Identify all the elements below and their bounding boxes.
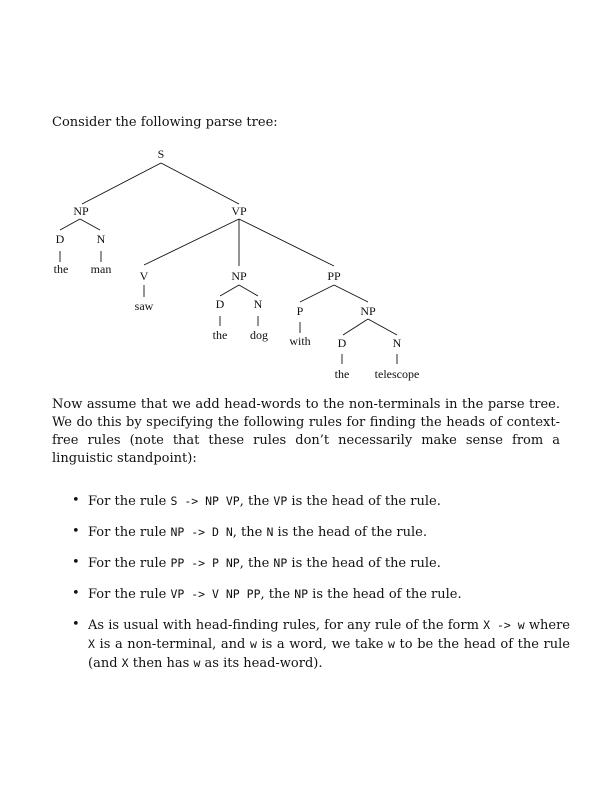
rule-text: to be the head of the rule (and (88, 637, 570, 671)
rule-code: w (193, 656, 201, 670)
tree-node-v: V (139, 269, 149, 283)
bullet: • (72, 586, 80, 601)
head-code: NP (294, 587, 309, 601)
rule-text: where (524, 618, 570, 633)
rule-text: is the head of the rule. (287, 556, 441, 571)
tree-node-s: S (157, 147, 165, 161)
rule-text: is a word, we take (256, 637, 389, 652)
rule-code: X (88, 637, 95, 651)
tree-leaf-the: the (334, 367, 350, 381)
rule-code: VP -> V NP PP (170, 587, 261, 601)
tree-leaf-the: the (212, 328, 228, 342)
tree-leaf-saw: saw (134, 299, 154, 313)
rule-code: X (121, 656, 129, 670)
bullet: • (72, 555, 80, 570)
rule-item (72, 523, 570, 542)
tree-leaf-dog: dog (250, 328, 268, 342)
tree-node-vp: VP (231, 204, 247, 218)
rule-code: NP -> D N (170, 525, 233, 539)
rule-text: , the (239, 494, 274, 509)
rule-text: is the head of the rule. (308, 587, 462, 602)
tree-edge (343, 319, 368, 335)
tree-edge (334, 285, 368, 302)
tree-node-np: NP (360, 304, 376, 318)
tree-node-n: N (96, 232, 106, 246)
rule-text: For the rule (88, 587, 171, 602)
rule-text: As is usual with head-finding rules, for any rule of the form (88, 618, 484, 633)
tree-edge (220, 285, 239, 296)
rule-text: as its head-word). (200, 656, 323, 671)
rule-text: is the head of the rule. (287, 494, 441, 509)
tree-leaf-man: man (90, 262, 112, 276)
rule-item (72, 616, 570, 673)
tree-edge (239, 285, 258, 296)
bullet: • (72, 617, 80, 632)
tree-leaf-telescope: telescope (374, 367, 420, 381)
rule-text: is the head of the rule. (273, 525, 427, 540)
rule-text: then has (128, 656, 194, 671)
rule-item (72, 492, 570, 511)
intro-text: Consider the following parse tree: (52, 115, 278, 130)
bullet: • (72, 493, 80, 508)
head-code: VP (273, 494, 288, 508)
head-code: N (266, 525, 274, 539)
tree-edge (60, 219, 80, 230)
rule-item (72, 554, 570, 573)
parse-tree-figure (0, 0, 612, 392)
tree-node-d: D (215, 297, 225, 311)
rule-text: , the (239, 556, 274, 571)
tree-node-np: NP (231, 269, 247, 283)
tree-edge (161, 163, 239, 204)
rule-text: For the rule (88, 525, 171, 540)
rule-text: , the (232, 525, 267, 540)
tree-leaf-the: the (53, 262, 69, 276)
rule-code: S -> NP VP (170, 494, 240, 508)
tree-leaf-with: with (289, 334, 311, 348)
tree-edge (80, 219, 100, 230)
tree-node-d: D (337, 336, 347, 350)
tree-edge (368, 319, 397, 335)
tree-edge (300, 285, 334, 302)
tree-node-np: NP (73, 204, 89, 218)
rule-code: X -> w (483, 618, 525, 632)
rule-text: For the rule (88, 556, 171, 571)
tree-edge (239, 219, 334, 266)
tree-node-n: N (253, 297, 263, 311)
rule-text: , the (260, 587, 295, 602)
tree-node-p: P (296, 304, 304, 318)
rule-item (72, 585, 570, 604)
rule-code: w (388, 637, 395, 651)
tree-node-n: N (392, 336, 402, 350)
rule-text: For the rule (88, 494, 171, 509)
tree-node-pp: PP (327, 269, 341, 283)
head-code: NP (273, 556, 288, 570)
bullet: • (72, 524, 80, 539)
head-rules-list (72, 492, 570, 685)
rule-code: PP -> P NP (170, 556, 240, 570)
tree-edge (82, 163, 161, 204)
rule-code: w (249, 637, 257, 651)
tree-node-d: D (55, 232, 65, 246)
rule-text: is a non-terminal, and (94, 637, 250, 652)
tree-edge (144, 219, 239, 265)
body-paragraph: Now assume that we add head-words to the non-terminals in the parse tree. We do this by specifying the following rules for finding the heads of context-free rules (note that these rules don’t necessarily make sense from a linguistic standpoint): (52, 397, 560, 466)
